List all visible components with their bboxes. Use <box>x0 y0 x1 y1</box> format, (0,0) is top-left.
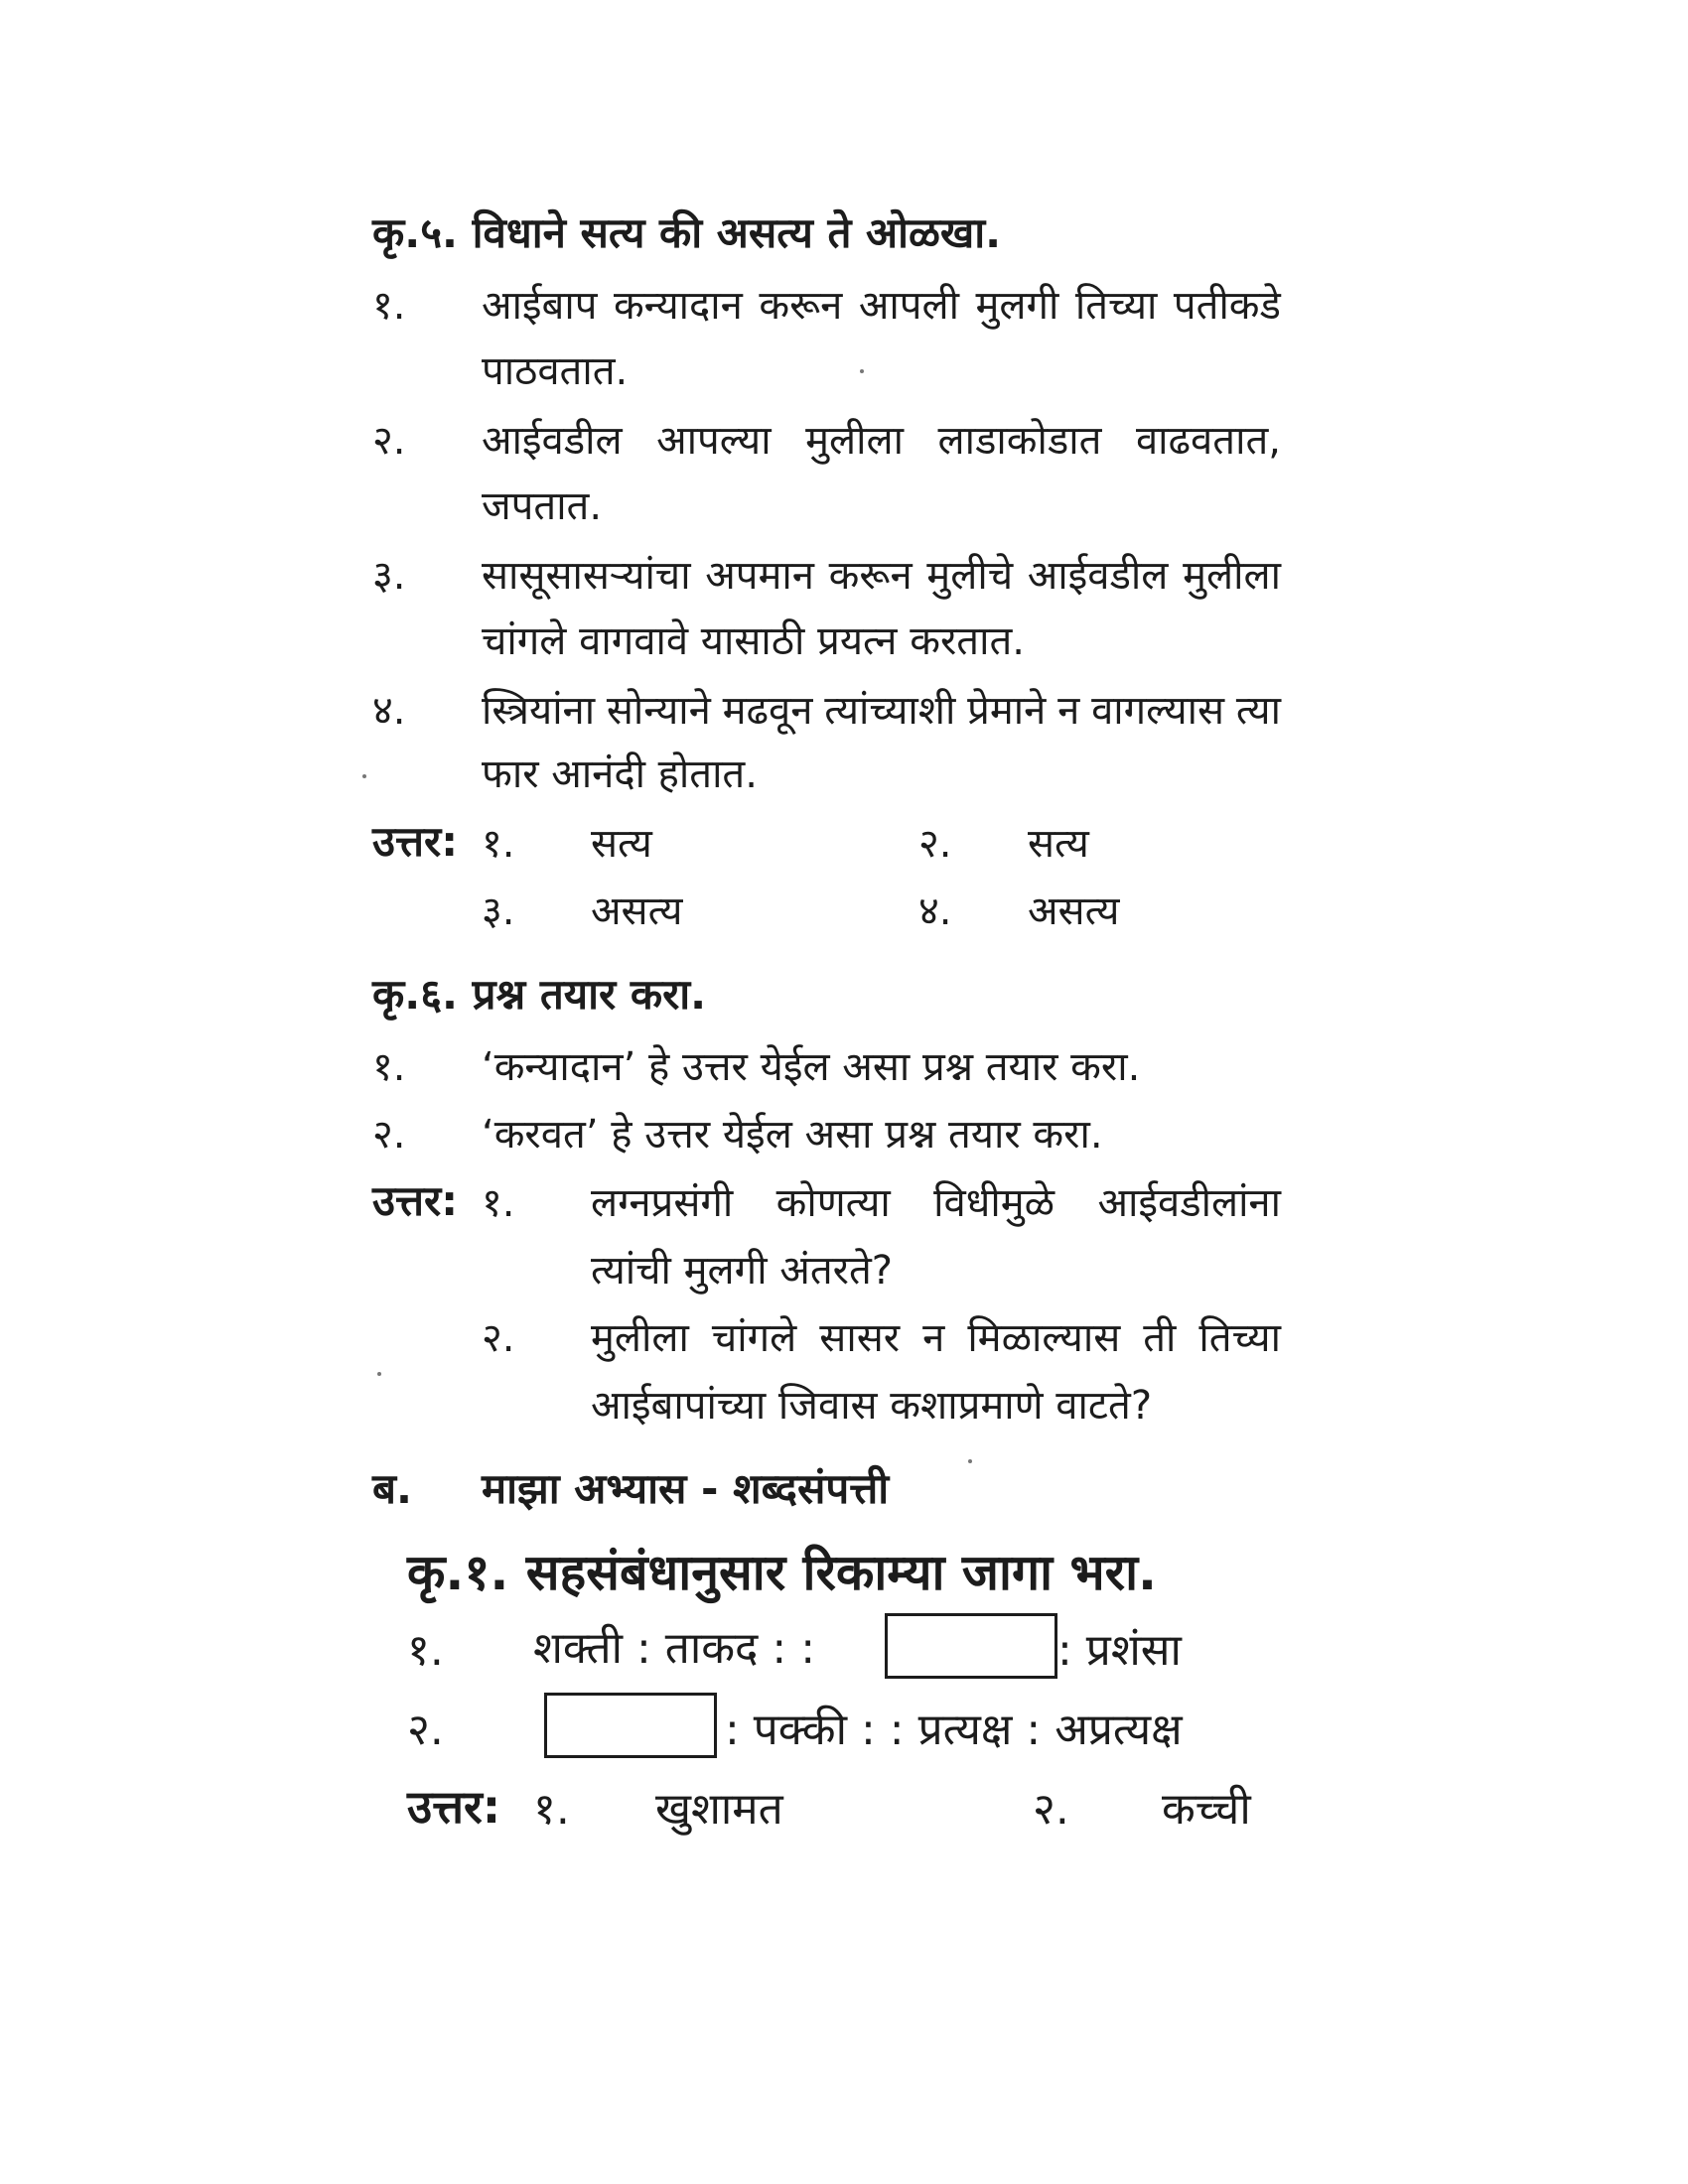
q1-row-1-blank-box <box>885 1613 1057 1679</box>
word: कोणत्या <box>775 1180 891 1226</box>
q6-answer-2-line2: आईबापांच्या जिवास कशाप्रमाणे वाटते? <box>591 1383 1153 1429</box>
q1-row-1-right: : प्रशंसा <box>1057 1625 1182 1676</box>
word: मुलीचे <box>926 553 1014 599</box>
scan-speck <box>968 1459 972 1463</box>
q6-answer-1-line1 <box>591 1173 1281 1228</box>
q6-answer-label: उत्तर: <box>372 1176 459 1225</box>
q5-item-2-line1 <box>482 411 1281 466</box>
word: आईवडील <box>482 418 623 464</box>
word: पतीकडे <box>1173 283 1281 329</box>
q6-item-1-number: १. <box>372 1044 406 1090</box>
word: आपली <box>858 283 959 329</box>
word: चांगले <box>711 1315 797 1361</box>
q5-item-1-line1 <box>482 276 1281 331</box>
q1-answer-1-text: खुशामत <box>655 1784 783 1835</box>
q5-answer-1-text: सत्य <box>591 821 652 867</box>
word: वाढवतात, <box>1135 418 1281 464</box>
q6-item-1-text: ‘कन्यादान’ हे उत्तर येईल असा प्रश्न तयार करा. <box>482 1044 1141 1090</box>
word: सोन्याने <box>606 688 711 734</box>
word: करून <box>828 553 913 599</box>
q1-answer-2-number: २. <box>1033 1784 1069 1835</box>
word: अपमान <box>705 553 814 599</box>
scan-speck <box>377 1372 381 1376</box>
section-b-title: माझा अभ्यास - शब्दसंपत्ती <box>482 1464 890 1513</box>
q1-answer-label: उत्तर: <box>407 1780 501 1834</box>
word: आपल्या <box>656 418 772 464</box>
q5-answer-label: उत्तर: <box>372 817 459 866</box>
q5-answer-2-text: सत्य <box>1028 821 1089 867</box>
word: मुलीला <box>1183 553 1281 599</box>
q6-answer-2-number: २. <box>482 1315 515 1361</box>
q5-answer-2-number: २. <box>918 821 952 867</box>
q1-row-1-left: शक्ती : ताकद : : <box>533 1623 816 1674</box>
q6-item-2-text: ‘करवत’ हे उत्तर येईल असा प्रश्न तयार करा. <box>482 1112 1103 1158</box>
word: लाडाकोडात <box>937 418 1102 464</box>
q5-answer-3-number: ३. <box>482 888 515 934</box>
word: मुलीला <box>591 1315 689 1361</box>
q6-answer-1-line2: त्यांची मुलगी अंतरते? <box>591 1248 894 1294</box>
word: विधीमुळे <box>933 1180 1055 1226</box>
word: मढवून <box>722 688 813 734</box>
q5-item-2-line2: जपतात. <box>482 483 603 529</box>
word: मिळाल्यास <box>967 1315 1121 1361</box>
word: वागल्यास <box>1091 688 1225 734</box>
word: तिच्या <box>1074 283 1158 329</box>
word: लग्नप्रसंगी <box>591 1180 734 1226</box>
word: मुलगी <box>975 283 1059 329</box>
q6-heading: कृ.६. प्रश्न तयार करा. <box>372 970 707 1019</box>
word: कन्यादान <box>613 283 743 329</box>
q5-heading: कृ.५. विधाने सत्य की असत्य ते ओळखा. <box>372 208 1002 257</box>
q6-answer-1-number: १. <box>482 1180 515 1226</box>
q5-item-1-line2: पाठवतात. <box>482 348 629 394</box>
word: त्या <box>1235 688 1281 734</box>
q5-item-3-line2: चांगले वागवावे यासाठी प्रयत्न करतात. <box>482 618 1025 664</box>
q1-answer-1-number: १. <box>533 1784 570 1835</box>
q1-answer-2-text: कच्ची <box>1162 1784 1251 1835</box>
word: न <box>1057 688 1080 734</box>
word: त्यांच्याशी <box>824 688 956 734</box>
q5-item-2-number: २. <box>372 418 406 464</box>
word: करून <box>759 283 843 329</box>
word: स्त्रियांना <box>482 688 596 734</box>
section-b-label: ब. <box>372 1464 412 1513</box>
scan-speck <box>860 369 864 373</box>
q5-item-3-number: ३. <box>372 553 406 599</box>
q5-item-3-line1 <box>482 546 1281 601</box>
word: न <box>922 1315 945 1361</box>
word: आईवडील <box>1027 553 1169 599</box>
q5-answer-1-number: १. <box>482 821 515 867</box>
scan-speck <box>362 774 366 778</box>
q1-row-2-blank-box <box>544 1693 717 1758</box>
word: ती <box>1143 1315 1177 1361</box>
q5-item-1-number: १. <box>372 283 406 329</box>
word: सासर <box>819 1315 901 1361</box>
q5-item-4-number: ४. <box>372 688 406 734</box>
word: आईवडीलांना <box>1097 1180 1281 1226</box>
q5-answer-4-number: ४. <box>918 888 952 934</box>
word: प्रेमाने <box>967 688 1047 734</box>
q1-row-2-text: : पक्की : : प्रत्यक्ष : अप्रत्यक्ष <box>725 1705 1183 1755</box>
q6-item-2-number: २. <box>372 1112 406 1158</box>
q5-answer-4-text: असत्य <box>1028 888 1120 934</box>
word: सासूसासऱ्यांचा <box>482 553 691 599</box>
q5-item-4-line2: फार आनंदी होतात. <box>482 751 758 797</box>
word: तिच्या <box>1198 1315 1281 1361</box>
q5-answer-3-text: असत्य <box>591 888 683 934</box>
q6-answer-2-line1 <box>591 1308 1281 1363</box>
q1-row-1-number: १. <box>407 1625 444 1676</box>
q1-heading: कृ.१. सहसंबंधानुसार रिकाम्या जागा भरा. <box>407 1544 1158 1601</box>
q5-item-4-line1 <box>482 681 1281 736</box>
q1-row-2-number: २. <box>407 1705 444 1755</box>
word: आईबाप <box>482 283 598 329</box>
word: मुलीला <box>805 418 905 464</box>
